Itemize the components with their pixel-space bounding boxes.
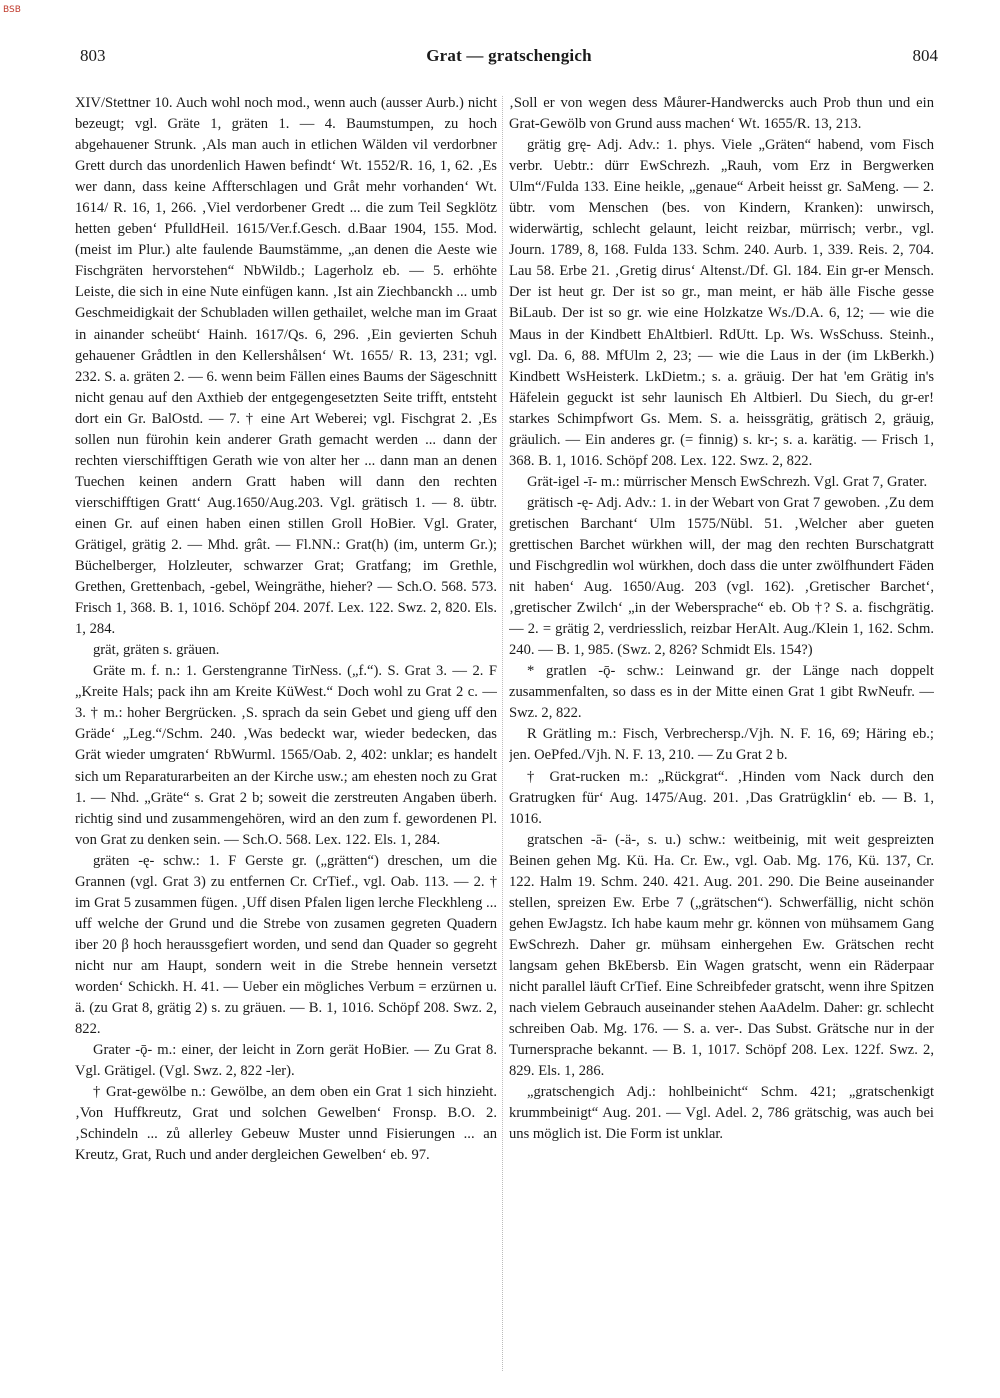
left-column (75, 93, 497, 1378)
dictionary-entry: „gratschengich Adj.: hohlbeinicht“ Schm. 421; „gratschenkigt krummbeinigt“ Aug. 201. — Vgl. Adel. 2, 786 grätschig, was auch bei uns möglich ist. Die Form ist unklar. (509, 1084, 934, 1143)
dictionary-entry: grätig grę- Adj. Adv.: 1. phys. Viele „Gräten“ habend, vom Fisch verbr. Uebtr.: dürr EwSchrezh. „Rauh, vom Erz in Bergwerken Ulm“/Fulda 133. Eine heikle, „genaue“ Arbeit heisst gr. SaMeng. — 2. übtr. vom Menschen (bes. von Kindern, Kranken): unwirsch, widerwärtig, schlecht gelaunt, leicht reizbar, mürrisch; verbr., vgl. Journ. 1789, 8, 168. Fulda 133. Schm. 240. Aurb. 1, 339. Reis. 2, 704. Lau 58. Erbe 21. ‚Gretig dirus‘ Altenst./Df. Gl. 184. Ein gr-er Mensch. Der ist heut gr. Der ist so gr., man meint, er häb älle Fische gesse BiLaub. Der ist so gr. wie eine Holzkatze Ws./D.A. 6, 12; — wie die Maus in der Kindbett EhAltbierl. RdUtt. Lp. Ws. WsSchuss. Steinh., vgl. Da. 6, 88. MfUlm 2, 23; — wie die Laus in der (im LkBerkh.) Kindbett WsHeisterk. LkDietm.; s. a. gräuig. Der hat 'em Grätig in's Häfelein geguckt ist sehr launisch Eh Altbierl. Du Siech, du gr-er! starkes Schimpfwort Gs. Mem. S. a. heissgrätig, grätisch 2, gräuig, gräulich. — Ein anderes gr. (= finnig) s. kr-; s. a. karätig. — Frisch 1, 368. B. 1, 1016. Schöpf 208. Lex. 122. Swz. 2, 822. (509, 137, 934, 469)
library-stamp: BSB (3, 5, 21, 15)
dictionary-entry: Gräte m. f. n.: 1. Gerstengranne TirNess. („f.“). S. Grat 3. — 2. F „Kreite Hals; pack ihn am Kreite KüWest.“ Doch wohl zu Grat 2 c. — 3. † m.: hoher Bergrücken. ‚S. sprach da sein Gebet und gieng uff den Gräde‘ „Leg.“/Schm. 240. ‚Was bedeckt war, wieder bedecken, das Grät wieder umgraten‘ RbWurml. 1565/Oab. 2, 402: unklar; es handelt sich um Reparaturarbeiten an der Kirche usw.; am ehesten noch zu Grat 1. — Nhd. „Gräte“ s. Grat 2 b; soweit die zerstreuten Angaben überh. richtig sind und zusammengehören, wird an den zum f. gewordenen Pl. von Grat zu denken sein. — Sch.O. 568. Lex. 122. Els. 1, 284. (75, 663, 497, 848)
dictionary-entry: † Grat-gewölbe n.: Gewölbe, an dem oben ein Grat 1 sich hinzieht. ‚Von Huffkreutz, Grat und solchen Gewelben‘ Fronsp. B.O. 2. ‚Schindeln ... zů allerley Gebeuw Muster unnd Fisierungen ... an Kreutz, Grat, Ruch und ander dergleichen Gewelben‘ eb. 97. (75, 1084, 497, 1164)
dictionary-entry: grätisch -ę- Adj. Adv.: 1. in der Webart von Grat 7 gewoben. ‚Zu dem gretischen Barchant‘ Ulm 1575/Nübl. 51. ‚Welcher aber gueten grettischen Barchet würkhen will, der mag den rechten Burschatgratt und Fischgredlin wol würkhen, doch dass die unter zwölfhundert Fäden nit haben‘ Aug. 1650/Aug. 203 (vgl. 162). ‚Gretischer Barchet‘, ‚gretischer Zwilch‘ „in der Webersprache“ eb. Ob †? S. a. fischgrätig. — 2. = grätig 2, verdriesslich, reizbar HerAlt. Aug./Klein 1, 162. Schm. 240. — B. 1, 985. (Swz. 2, 826? Schmidt Els. 154?) (509, 494, 934, 659)
page-header (80, 46, 938, 72)
right-column (509, 93, 934, 1378)
running-title: Grat — gratschengich (426, 46, 592, 65)
dictionary-entry: gräten -ę- schw.: 1. F Gerste gr. („grätten“) dreschen, um die Grannen (vgl. Grat 3) zu entfernen Cr. CrTief., vgl. Oab. 113. — 2. † im Grat 5 zusammen fügen. ‚Uff disen Pfalen ligen lerche Fleckhleng ... uff welche der Grund und die Strebe von zusamen gegreten Quadern iber 20 β hoch heraussgefiert worden, und send dan Quader so gegreht nicht nur am Haupt, sondern weit in die Strebe hennein versetzt worden‘ Schickh. H. 41. — Ueber ein mögliches Verbum = erzürnen u. ä. (zu Grat 8, grätig 2) s. zu gräuen. — B. 1, 1016. Schöpf 208. Swz. 2, 822. (75, 852, 497, 1038)
dictionary-entry: R Grätling m.: Fisch, Verbrechersp./Vjh. N. F. 16, 69; Häring eb.; jen. OePfed./Vjh. N. F. 13, 210. — Zu Grat 2 b. (509, 726, 934, 764)
dictionary-entry: grät, gräten s. gräuen. (93, 642, 220, 659)
column-divider (502, 96, 503, 1371)
dictionary-entry: Grät-igel -ī- m.: mürrischer Mensch EwSchrezh. Vgl. Grat 7, Grater. (527, 473, 928, 490)
dictionary-entry: † Grat-rucken m.: „Rückgrat“. ‚Hinden vom Nack durch den Gratrugken für‘ Aug. 1475/Aug. 201. ‚Das Gratrügklin‘ eb. — B. 1, 1016. (509, 768, 934, 827)
page-number-left: 803 (80, 46, 106, 65)
dictionary-entry: * gratlen -ǭ- schw.: Leinwand gr. der Länge nach doppelt zusammenfalten, so dass es in der Mitte einen Grat 1 gibt RwNeufr. — Swz. 2, 822. (509, 663, 934, 722)
dictionary-entry: gratschen -ā- (-ä-, s. u.) schw.: weitbeinig, mit weit gespreizten Beinen gehen Mg. Kü. Ha. Cr. Ew., vgl. Oab. Mg. 176, Kü. 137, Cr. 122. Halm 19. Schm. 240. 421. Aug. 201. 290. Die Beine auseinander stellen, spreizen Ew. Erbe 7 („grätschen“). Schwerfällig, nicht schön gehen EwJagstz. Ich habe kaum mehr gr. können von mühsamem Gang EwSchrezh. Daher gr. mühsam einhergehen Ew. Grätschen recht langsam gehen BkEbersb. Ein Wagen gratscht, wenn ein Räderpaar nicht parallel läuft CrTief. Eine Schreibfeder gratscht, wenn ihre Spitzen nach vielem Gebrauch auseinander stehen AaAdelm. Daher: gr. schlecht schreiben Oab. Mg. 176. — S. a. ver-. Das Subst. Grätsche nur in der Turnersprache bekannt. — B. 1, 1017. Schöpf 208. Lex. 122f. Swz. 2, 829. Els. 1, 286. (509, 831, 934, 1080)
page-number-right: 804 (912, 46, 938, 65)
dictionary-entry: Grater -ǭ- m.: einer, der leicht in Zorn gerät HoBier. — Zu Grat 8. Vgl. Grätigel. (Vgl. Swz. 2, 822 -ler). (75, 1042, 497, 1080)
entry-text: XIV/Stettner 10. Auch wohl noch mod., wenn auch (ausser Aurb.) nicht bezeugt; vgl. Gräte 1, gräten 1. — 4. Baumstumpen, zu hoch abgehauener Strunk. ‚Als man auch in etlichen Wälden vil verdorbner Grett durch das unordenlich Hawen befindt‘ Wt. 1552/R. 16, 1, 62. ‚Es wer dann, dass keine Affterschlagen und Gråt mehr vorhanden‘ Wt. 1614/ R. 16, 1, 266. ‚Viel verdorbener Gredt ... die zum Teil Segklötz hetten geben‘ PfulldHeil. 1615/Ver.f.Gesch. d.Baar 1904, 155. Mod. (meist im Plur.) alte faulende Baumstämme, „an denen die Aeste wie Fischgräten hervorstehen“ NbWildb.; Lagerholz eb. — 5. erhöhte Leiste, die sich in eine Nute einfügen kann. ‚Ist ain Ziechbanckh ... umb Geschmeidigkait der Schubladen willen gethailet, welche man im Graat in ainander scheübt‘ Hainh. 1617/Qs. 6, 296. ‚Ein gevierten Schuh gehauener Grådtlen in den Kellershålsen‘ Wt. 1655/ R. 13, 231; vgl. 232. S. a. gräten 2. — 6. wenn beim Fällen eines Baums der Sägeschnitt nicht genau auf den Axthieb der entgegengesetzten Seite trifft, entsteht dort ein Gr. BalOstd. — 7. † eine Art Weberei; vgl. Fischgrat 2. ‚Es sollen nun fürohin kein anderer Grath gemacht werden ... dann der rechten vierschifftigen Gerath wie von alter her ... dann man an denen Tuechen keinen andern Gratt haben will dann den rechten vierschifftigen Gratt‘ Aug.1650/Aug.203. Vgl. grätisch 1. — 8. übtr. einen Gr. auf einen haben einen stillen Groll HoBier. Vgl. Grater, Grätigel, grätig 2. — Mhd. grât. — Fl.NN.: Grat(h) (im, unterm Gr.); Büchelberger, Holzleuter, schwarzer Grat; Gratfang; im Grethle, Grethen, Grettenbach, -gebel, Weingräthe, hieher? — Sch.O. 568. 573. Frisch 1, 368. B. 1, 1016. Schöpf 204. 207f. Lex. 122. Swz. 2, 820. Els. 1, 284. (75, 95, 497, 638)
entry-text: ‚Soll er von wegen dess Måurer-Handwercks auch Prob thun und ein Grat-Gewölb von Grund auss machen‘ Wt. 1655/R. 13, 213. (509, 95, 934, 133)
